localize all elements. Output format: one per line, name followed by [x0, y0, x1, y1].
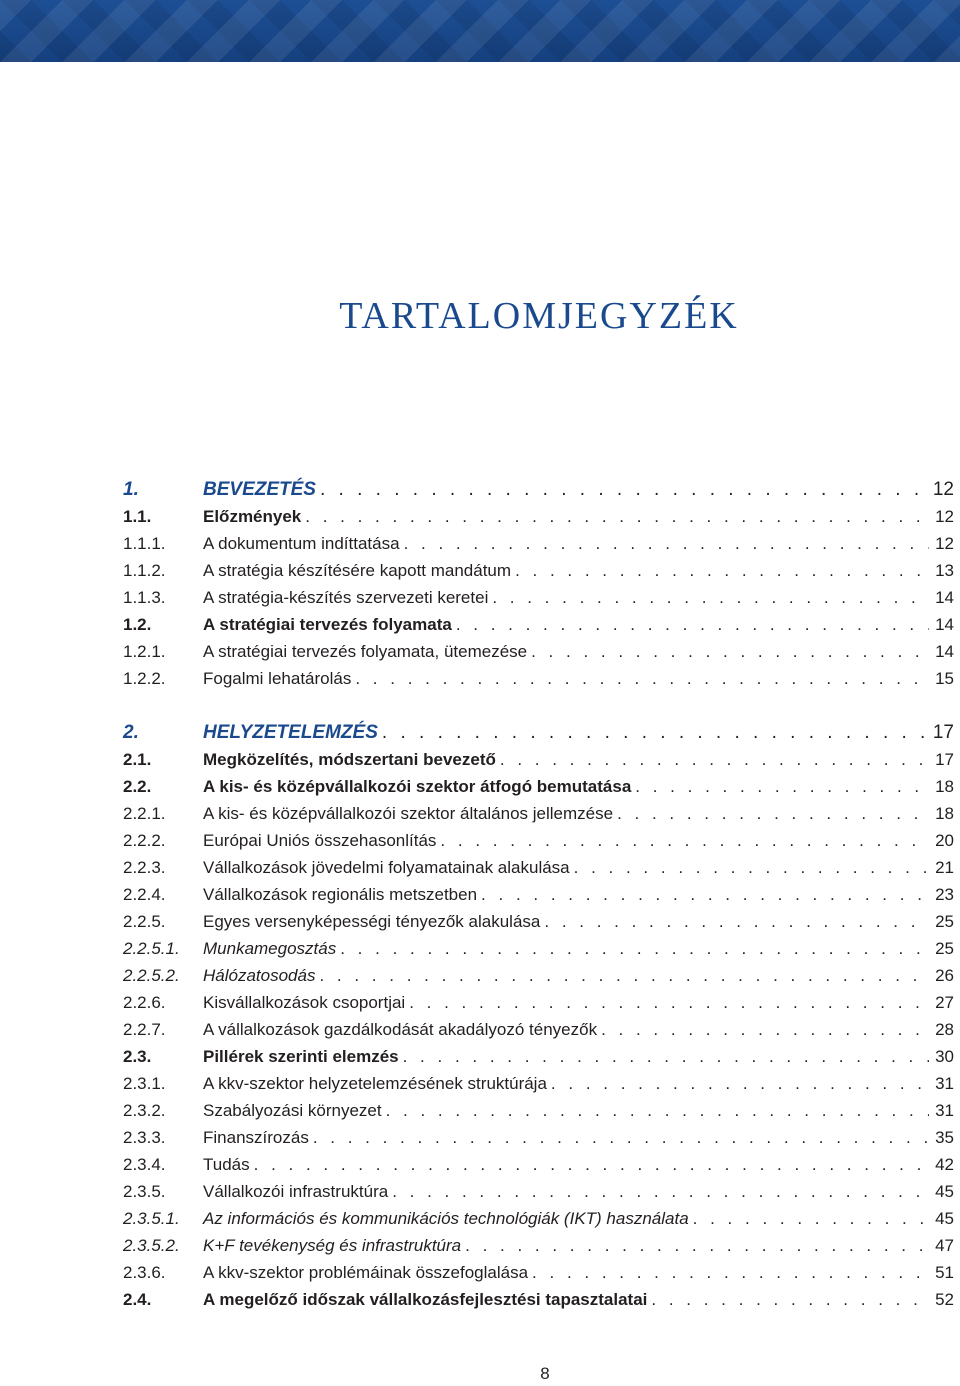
dot-leader: [382, 719, 927, 746]
toc-entry-page: 17: [932, 722, 954, 743]
toc-entry[interactable]: [123, 1043, 954, 1070]
toc-chapter-entry[interactable]: [123, 476, 954, 503]
toc-entry-number: 2.2.1.: [123, 804, 166, 823]
dot-leader: [551, 1070, 929, 1097]
toc-entry-page: 26: [935, 966, 954, 985]
toc-entry-number: 1.1.3.: [123, 588, 166, 607]
toc-entry-number: 2.2.2.: [123, 831, 166, 850]
dot-leader: [492, 584, 929, 611]
toc-entry-label: A stratégiai tervezés folyamata, ütemezése: [203, 642, 528, 661]
toc-entry-label: Európai Uniós összehasonlítás: [203, 831, 437, 850]
toc-entry[interactable]: [123, 557, 954, 584]
dot-leader: [404, 530, 930, 557]
toc-entry-label: BEVEZETÉS: [203, 479, 316, 500]
dot-leader: [456, 611, 929, 638]
toc-entry-label: Az információs és kommunikációs technológiák (IKT) használata: [203, 1209, 689, 1228]
toc-entry-label: Vállalkozások jövedelmi folyamatainak alakulása: [203, 858, 570, 877]
dot-leader: [392, 1178, 929, 1205]
toc-entry[interactable]: [123, 1151, 954, 1178]
dot-leader: [574, 854, 929, 881]
dot-leader: [635, 773, 929, 800]
toc-entry[interactable]: [123, 773, 954, 800]
toc-entry-number: 2.2.: [123, 777, 152, 796]
toc-entry-page: 14: [935, 588, 954, 607]
toc-chapter-entry[interactable]: [123, 719, 954, 746]
toc-entry-label: A kis- és középvállalkozói szektor átfogó bemutatása: [203, 777, 632, 796]
toc-entry[interactable]: [123, 584, 954, 611]
toc-entry-page: 35: [935, 1128, 954, 1147]
toc-entry-page: 21: [935, 858, 954, 877]
toc-entry-label: Szabályozási környezet: [203, 1101, 382, 1120]
toc-entry[interactable]: [123, 800, 954, 827]
toc-entry-page: 12: [932, 479, 954, 500]
toc-entry-page: 20: [935, 831, 954, 850]
toc-entry-page: 28: [935, 1020, 954, 1039]
dot-leader: [693, 1205, 929, 1232]
toc-entry-page: 45: [935, 1209, 954, 1228]
dot-leader: [465, 1232, 929, 1259]
toc-entry-number: 1.1.: [123, 507, 152, 526]
toc-entry[interactable]: [123, 503, 954, 530]
toc-entry-page: 42: [935, 1155, 954, 1174]
toc-entry-label: A dokumentum indíttatása: [203, 534, 400, 553]
dot-leader: [601, 1016, 929, 1043]
toc-entry-number: 2.3.4.: [123, 1155, 166, 1174]
toc-entry-label: HELYZETELEMZÉS: [203, 722, 378, 743]
dot-leader: [313, 1124, 929, 1151]
dot-leader: [651, 1286, 929, 1313]
dot-leader: [617, 800, 929, 827]
dot-leader: [254, 1151, 929, 1178]
toc-entry-page: 18: [935, 804, 954, 823]
toc-entry-page: 14: [935, 642, 954, 661]
toc-entry-page: 31: [935, 1074, 954, 1093]
toc-entry-label: A stratégiai tervezés folyamata: [203, 615, 452, 634]
toc-entry-label: Pillérek szerinti elemzés: [203, 1047, 399, 1066]
toc-entry-label: Előzmények: [203, 507, 302, 526]
page-number: 8: [540, 1364, 550, 1383]
dot-leader: [355, 665, 929, 692]
toc-entry-label: Megközelítés, módszertani bevezető: [203, 750, 496, 769]
toc-entry-label: A megelőző időszak vállalkozásfejlesztési tapasztalatai: [203, 1290, 648, 1309]
toc-entry-label: A stratégia készítésére kapott mandátum: [203, 561, 512, 580]
toc-entry[interactable]: [123, 530, 954, 557]
toc-entry-label: A kis- és középvállalkozói szektor általános jellemzése: [203, 804, 614, 823]
toc-entry-label: Vállalkozói infrastruktúra: [203, 1182, 389, 1201]
toc-entry-number: 2.3.3.: [123, 1128, 166, 1147]
toc-entry-number: 2.3.1.: [123, 1074, 166, 1093]
header-band: [0, 0, 960, 62]
toc-entry-label: Munkamegosztás: [203, 939, 337, 958]
header-pattern: [0, 0, 960, 62]
toc-entry-page: 30: [935, 1047, 954, 1066]
toc-entry[interactable]: [123, 962, 954, 989]
toc-entry-page: 47: [935, 1236, 954, 1255]
toc-entry-page: 17: [935, 750, 954, 769]
toc-entry[interactable]: [123, 1097, 954, 1124]
toc-entry-label: A kkv-szektor helyzetelemzésének struktúrája: [203, 1074, 547, 1093]
toc-entry-label: Finanszírozás: [203, 1128, 309, 1147]
toc-entry-number: 2.2.4.: [123, 885, 166, 904]
toc-entry[interactable]: [123, 881, 954, 908]
dot-leader: [531, 638, 929, 665]
dot-leader: [544, 908, 929, 935]
toc-entry-number: 1.1.1.: [123, 534, 166, 553]
toc-entry-number: 2.3.2.: [123, 1101, 166, 1120]
toc-entry[interactable]: [123, 854, 954, 881]
toc-entry[interactable]: [123, 1178, 954, 1205]
toc-entry-label: A stratégia-készítés szervezeti keretei: [203, 588, 489, 607]
toc-entry-label: Tudás: [203, 1155, 250, 1174]
toc-entry-label: Egyes versenyképességi tényezők alakulása: [203, 912, 541, 931]
toc-entry-page: 45: [935, 1182, 954, 1201]
toc-entry-number: 2.2.3.: [123, 858, 166, 877]
toc-entry-number: 1.2.2.: [123, 669, 166, 688]
toc-entry[interactable]: [123, 827, 954, 854]
toc-entry-page: 18: [935, 777, 954, 796]
toc-entry-number: 1.2.: [123, 615, 152, 634]
toc-entry[interactable]: [123, 665, 954, 692]
toc-entry-page: 13: [935, 561, 954, 580]
toc-entry-label: Hálózatosodás: [203, 966, 316, 985]
toc-entry[interactable]: [123, 611, 954, 638]
toc-entry[interactable]: [123, 989, 954, 1016]
toc-entry-number: 2.2.6.: [123, 993, 166, 1012]
dot-leader: [403, 1043, 929, 1070]
toc-entry-label: K+F tevékenység és infrastruktúra: [203, 1236, 462, 1255]
toc-entry-number: 2.2.5.: [123, 912, 166, 931]
toc-entry-page: 51: [935, 1263, 954, 1282]
toc-entry[interactable]: [123, 1070, 954, 1097]
dot-leader: [386, 1097, 929, 1124]
toc-entry-number: 2.3.6.: [123, 1263, 166, 1282]
toc-entry-page: 12: [935, 534, 954, 553]
toc-entry-number: 2.3.: [123, 1047, 152, 1066]
toc-entry-number: 1.: [123, 479, 139, 500]
toc-entry[interactable]: [123, 1124, 954, 1151]
toc-entry-page: 12: [935, 507, 954, 526]
toc-entry-label: A vállalkozások gazdálkodását akadályozó tényezők: [203, 1020, 598, 1039]
toc-entry-label: Kisvállalkozások csoportjai: [203, 993, 406, 1012]
toc-entry-page: 52: [935, 1290, 954, 1309]
dot-leader: [532, 1259, 929, 1286]
dot-leader: [481, 881, 929, 908]
dot-leader: [319, 962, 929, 989]
toc-entry-label: A kkv-szektor problémáinak összefoglalása: [203, 1263, 529, 1282]
toc-entry-page: 31: [935, 1101, 954, 1120]
toc-entry-number: 2.3.5.2.: [123, 1236, 180, 1255]
toc-entry-page: 23: [935, 885, 954, 904]
toc-entry-number: 1.1.2.: [123, 561, 166, 580]
toc-entry[interactable]: [123, 1205, 954, 1232]
dot-leader: [320, 476, 927, 503]
toc-entry-number: 2.3.5.: [123, 1182, 166, 1201]
toc-entry-page: 25: [935, 912, 954, 931]
toc-entry[interactable]: [123, 746, 954, 773]
toc-entry-number: 2.3.5.1.: [123, 1209, 180, 1228]
toc-entry[interactable]: [123, 638, 954, 665]
toc-entry[interactable]: [123, 908, 954, 935]
dot-leader: [500, 746, 929, 773]
toc-entry-page: 14: [935, 615, 954, 634]
toc-entry[interactable]: [123, 1016, 954, 1043]
toc-entry[interactable]: [123, 1232, 954, 1259]
toc-entry[interactable]: [123, 1286, 954, 1313]
toc-entry-number: 2.2.5.2.: [123, 966, 180, 985]
page-title: TARTALOMJEGYZÉK: [339, 295, 739, 337]
dot-leader: [515, 557, 929, 584]
toc-entry-number: 2.4.: [123, 1290, 152, 1309]
toc-entry-number: 2.2.5.1.: [123, 939, 180, 958]
toc-entry-label: Vállalkozások regionális metszetben: [203, 885, 478, 904]
toc-entry[interactable]: [123, 1259, 954, 1286]
toc-entry-page: 27: [935, 993, 954, 1012]
dot-leader: [440, 827, 929, 854]
dot-leader: [340, 935, 929, 962]
toc-entry-page: 25: [935, 939, 954, 958]
toc-entry-number: 1.2.1.: [123, 642, 166, 661]
toc-entry-page: 15: [935, 669, 954, 688]
toc-entry[interactable]: [123, 935, 954, 962]
toc-entry-label: Fogalmi lehatárolás: [203, 669, 352, 688]
toc-entry-number: 2.: [123, 722, 139, 743]
dot-leader: [305, 503, 929, 530]
toc-entry-number: 2.1.: [123, 750, 152, 769]
dot-leader: [409, 989, 929, 1016]
toc-entry-number: 2.2.7.: [123, 1020, 166, 1039]
